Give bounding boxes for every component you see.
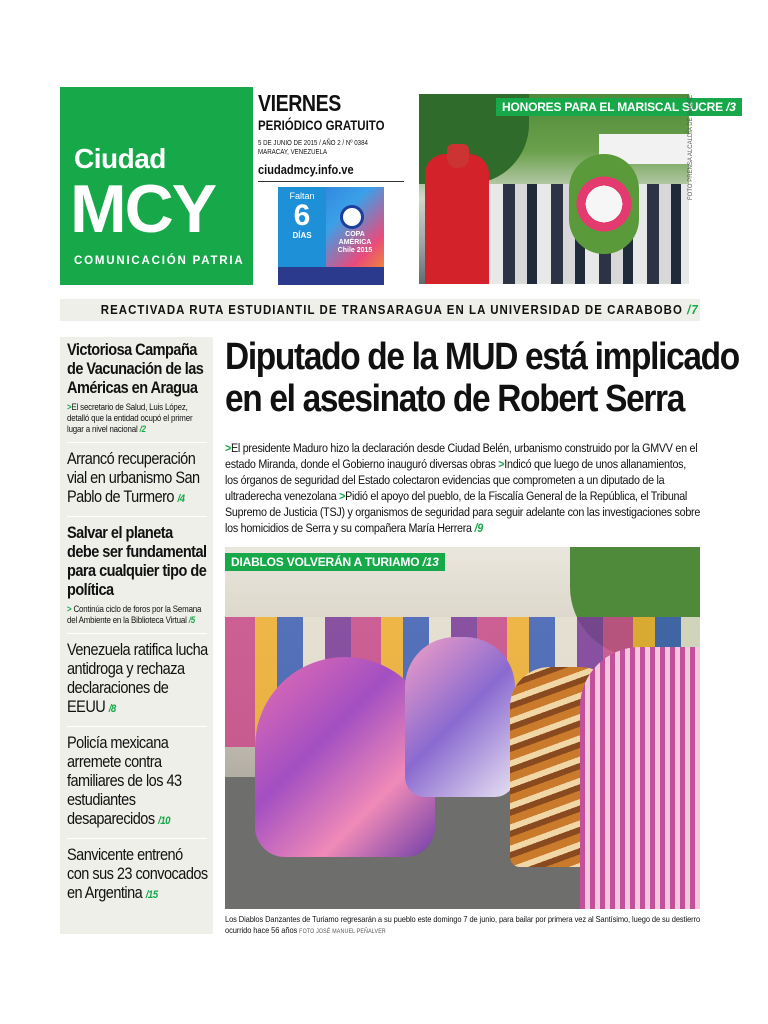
arrow-icon: > <box>498 457 505 471</box>
sidebar-headline-text: Venezuela ratifica lucha antidroga y rechaza declaraciones de EEUU <box>67 641 208 716</box>
website-link[interactable]: ciudadmcy.info.ve <box>258 162 354 177</box>
logo-mcy: MCY <box>70 171 216 247</box>
arrow-icon: > <box>225 441 232 455</box>
sidebar-item-planeta[interactable] <box>67 524 207 634</box>
main-photo-tag-text: DIABLOS VOLVERÁN A TURIAMO <box>231 555 420 569</box>
sidebar-headline <box>67 846 208 905</box>
countdown-unit: DÍAS <box>292 231 312 240</box>
main-photo-page: /13 <box>422 555 439 569</box>
masthead-logo <box>60 87 253 285</box>
sidebar-headline-text: Arrancó recuperación vial en urbanismo San Pablo de Turmero <box>67 450 200 506</box>
promo-event: COPA AMÉRICA Chile 2015 <box>337 231 373 254</box>
dateline-city: MARACAY, VENEZUELA <box>258 147 328 156</box>
countdown-label: Faltan <box>289 191 315 201</box>
sidebar-headline-text: Policía mexicana arremete contra familiares de los 43 estudiantes desaparecidos <box>67 734 182 828</box>
lead-body-3: Pidió el apoyo del pueblo, de la Fiscalía General de la República, el Tribunal Supremo de Justicia (TSJ) y organismos de seguridad para seguir adelante con las investigaciones sobre los homicidios de Serra y su compañera María Herrera <box>225 489 701 535</box>
photo-cap <box>447 144 469 168</box>
top-photo-credit: FOTO PRENSA ALCALDÍA DE SUCRE <box>688 94 694 200</box>
sidebar-headline <box>67 734 208 831</box>
sidebar-headline: Victoriosa Campaña de Vacunación de las Américas en Aragua <box>67 341 204 397</box>
promo-footer <box>278 267 384 285</box>
caption-credit: FOTO JOSÉ MANUEL PEÑALVER <box>299 929 386 935</box>
arrow-icon: > <box>67 604 72 614</box>
lead-page: /9 <box>474 521 483 535</box>
top-photo-page: /3 <box>726 100 736 114</box>
copa-america-promo[interactable] <box>278 187 384 285</box>
main-photo-tag[interactable] <box>225 553 445 571</box>
edition-day: VIERNES <box>258 90 341 116</box>
arrow-icon: > <box>67 402 72 412</box>
lead-body <box>225 440 700 536</box>
top-photo-tag-text: HONORES PARA EL MARISCAL SUCRE <box>502 100 723 114</box>
top-photo-tag[interactable] <box>496 98 742 116</box>
main-photo[interactable] <box>225 547 700 909</box>
banner-text <box>101 299 699 321</box>
sidebar <box>60 337 213 934</box>
logo-tagline: COMUNICACIÓN PATRIA <box>74 255 245 267</box>
dateline-date: 5 DE JUNIO DE 2015 / AÑO 2 / Nº 0384 <box>258 138 368 147</box>
sidebar-headline <box>67 450 208 509</box>
sidebar-item-sanvicente[interactable] <box>67 846 207 912</box>
edition-info <box>258 90 408 177</box>
banner-page: /7 <box>687 302 699 317</box>
banner[interactable] <box>60 299 700 321</box>
sidebar-subhead <box>67 402 208 435</box>
countdown-box <box>278 187 326 267</box>
sidebar-subhead-text: El secretario de Salud, Luis López, detalló que la entidad ocupó el primer lugar a nivel nacional <box>67 402 193 434</box>
free-label: PERIÓDICO GRATUITO <box>258 117 385 133</box>
lead-headline-line-1: Diputado de la MUD está implicado <box>225 336 739 378</box>
banner-headline: REACTIVADA RUTA ESTUDIANTIL DE TRANSARAGUA EN LA UNIVERSIDAD DE CARABOBO <box>100 302 683 317</box>
photo-dancer <box>405 637 515 797</box>
sidebar-page: /8 <box>108 703 116 715</box>
sidebar-page: /5 <box>188 615 195 625</box>
photo-man <box>425 154 489 284</box>
sidebar-page: /15 <box>145 889 158 901</box>
photo-dancer <box>580 647 700 909</box>
sidebar-headline <box>67 641 208 719</box>
lead-headline[interactable] <box>225 336 739 420</box>
arrow-icon: > <box>339 489 346 503</box>
dateline <box>258 138 381 156</box>
photo-wreath <box>569 154 639 254</box>
sidebar-page: /4 <box>177 493 185 505</box>
logo-ciudad: Ciudad <box>74 143 166 174</box>
sidebar-page: /10 <box>158 815 170 827</box>
sidebar-page: /2 <box>139 424 146 434</box>
sidebar-subhead <box>67 604 208 626</box>
sidebar-subhead-text: Continúa ciclo de foros por la Semana del Ambiente en la Biblioteca Virtual <box>67 604 202 625</box>
sidebar-headline-text: Sanvicente entrenó con sus 23 convocados en Argentina <box>67 846 208 902</box>
countdown-number: 6 <box>293 199 311 232</box>
sidebar-item-turmero[interactable] <box>67 450 207 517</box>
caption-text: Los Diablos Danzantes de Turiamo regresarán a su pueblo este domingo 7 de junio, para bailar por primera vez al Santísimo, luego de su destierro ocurrido hace 56 años <box>225 914 701 935</box>
sidebar-item-mexico[interactable] <box>67 734 207 839</box>
sidebar-item-vacunacion[interactable] <box>67 341 207 443</box>
photo-caption <box>225 914 700 938</box>
lead-body-1: El presidente Maduro hizo la declaración desde Ciudad Belén, urbanismo construido por la GMVV en el estado Miranda, donde el Gobierno inauguró diversas obras <box>225 441 698 471</box>
copa-emblem-icon <box>340 205 364 229</box>
sidebar-item-antidroga[interactable] <box>67 641 207 727</box>
lead-body-2: Indicó que luego de unos allanamientos, los órganos de seguridad del Estado colectaron evidencias que comprometen a un diputado de la ultraderecha venezolana <box>225 457 686 503</box>
sidebar-headline: Salvar el planeta debe ser fundamental para cualquier tipo de política <box>67 524 207 599</box>
lead-headline-line-2: en el asesinato de Robert Serra <box>225 378 685 420</box>
divider <box>258 181 404 182</box>
